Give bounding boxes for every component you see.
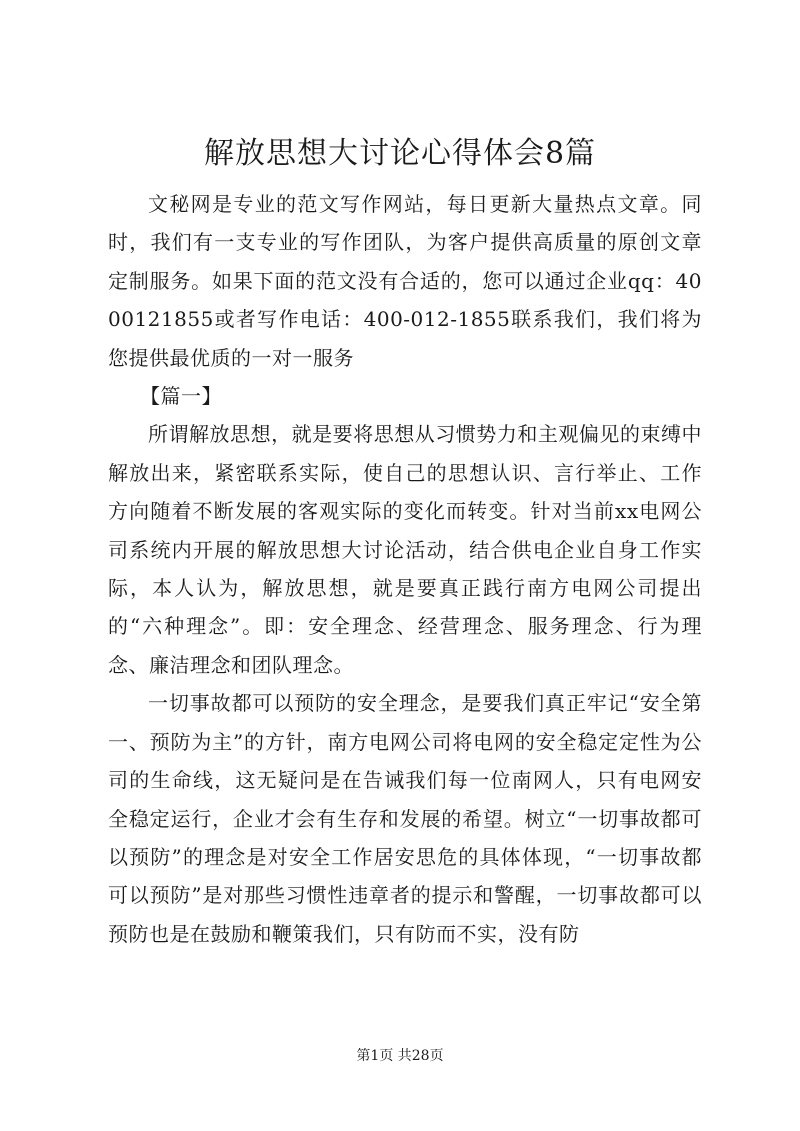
document-title: 解放思想大讨论心得体会8篇: [203, 136, 597, 171]
body-paragraph: 所谓解放思想，就是要将思想从习惯势力和主观偏见的束缚中解放出来，紧密联系实际，使自己的思想认识、言行举止、工作方向随着不断发展的客观实际的变化而转变。针对当前xx电网公司系统内开展的解放思想大讨论活动，结合供电企业自身工作实际，本人认为，解放思想，就是要真正践行南方电网公司提出的“六种理念”。即：安全理念、经营理念、服务理念、行为理念、廉洁理念和团队理念。: [108, 422, 702, 677]
section-heading: 【篇一】: [140, 384, 222, 409]
intro-paragraph: 文秘网是专业的范文写作网站，每日更新大量热点文章。同时，我们有一支专业的写作团队，为客户提供高质量的原创文章定制服务。如果下面的范文没有合适的，您可以通过企业qq：4000121855或者写作电话：400-012-1855联系我们，我们将为您提供最优质的一对一服务: [108, 192, 702, 370]
document-body: [108, 185, 702, 953]
body-paragraph: 一切事故都可以预防的安全理念，是要我们真正牢记“安全第一、预防为主”的方针，南方电网公司将电网的安全稳定定性为公司的生命线，这无疑问是在告诫我们每一位南网人，只有电网安全稳定运行，企业才会有生存和发展的希望。树立“一切事故都可以预防”的理念是对安全工作居安思危的具体体现，“一切事故都可以预防”是对那些习惯性违章者的提示和警醒，一切事故都可以预防也是在鼓励和鞭策我们，只有防而不实，没有防: [108, 691, 702, 946]
page-footer: 第1页 共28页: [356, 1048, 444, 1064]
